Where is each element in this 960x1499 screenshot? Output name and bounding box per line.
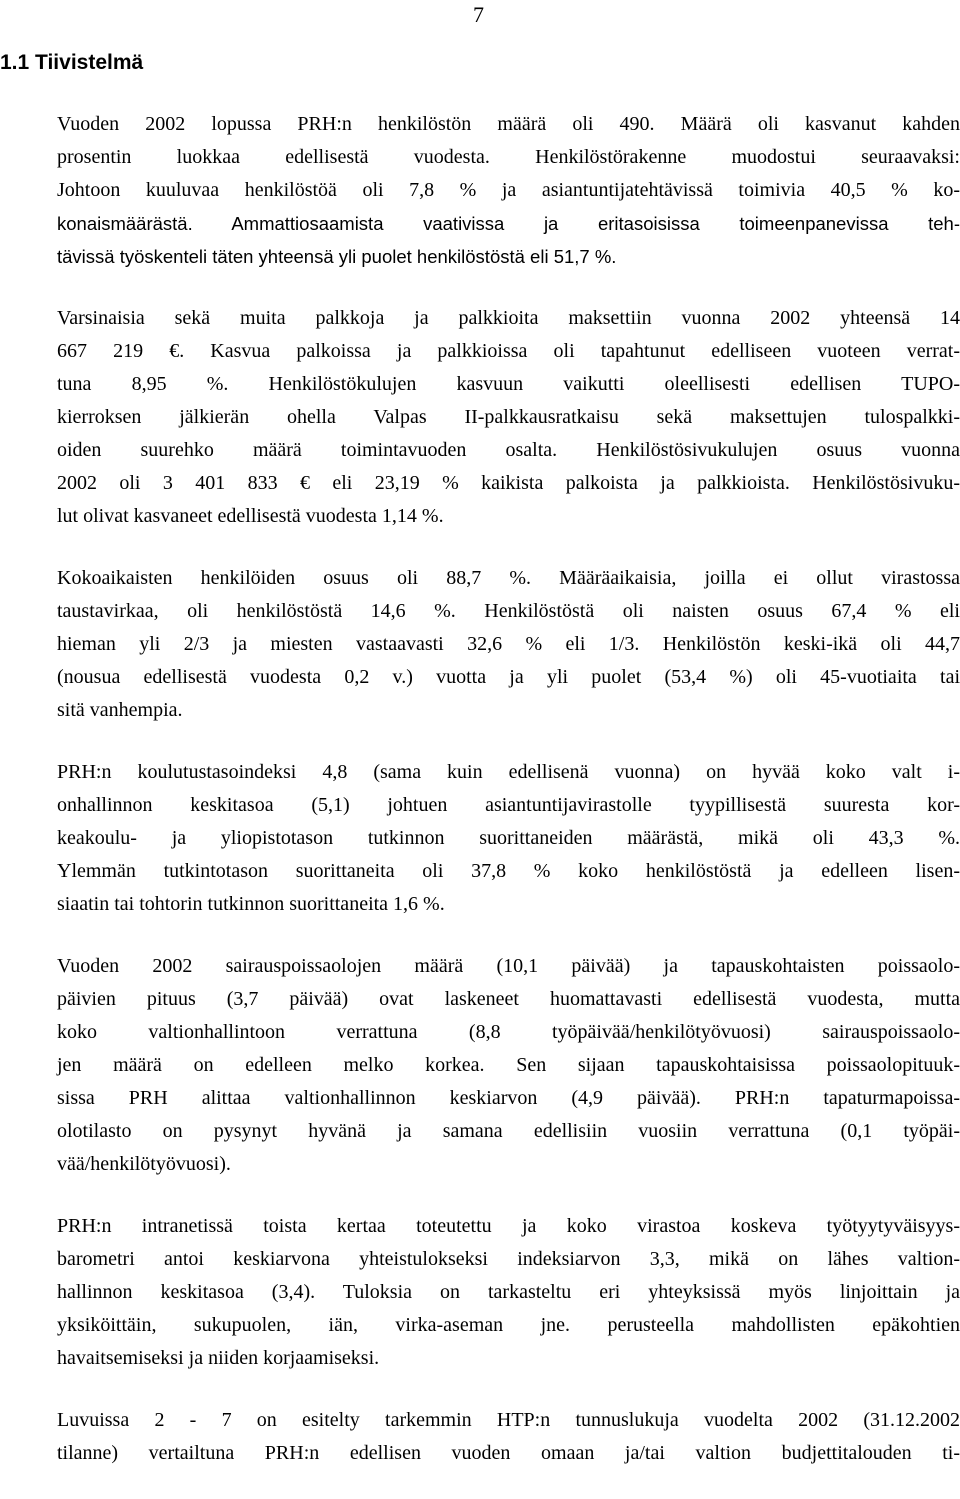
text-line: barometri antoi keskiarvona yhteistulokseksi indeksiarvon 3,3, mikä on lähes valtion- (57, 1248, 960, 1270)
text-line: sissa PRH alittaa valtionhallinnon keskiarvon (4,9 päivää). PRH:n tapaturmapoissa- (57, 1087, 960, 1109)
text-line: siaatin tai tohtorin tutkinnon suorittaneita 1,6 %. (57, 893, 445, 915)
text-line: Ylemmän tutkintotason suorittaneita oli 37,8 % koko henkilöstöstä ja edelleen lisen- (57, 860, 960, 882)
paragraph-employment-type (57, 562, 960, 727)
text-line: prosentin luokkaa edellisestä vuodesta. Henkilöstörakenne muodostui seuraavaksi: (57, 146, 960, 168)
document-body (57, 108, 960, 1499)
text-line: 667 219 €. Kasvua palkoissa ja palkkioissa oli tapahtunut edelliseen vuoteen verrat- (57, 340, 960, 362)
text-line: yksiköittäin, sukupuolen, iän, virka-aseman jne. perusteella mahdollisten epäkohtien (57, 1314, 960, 1336)
paragraph-education-index (57, 756, 960, 921)
section-heading: 1.1 Tiivistelmä (0, 51, 144, 74)
text-line: hallinnon keskitasoa (3,4). Tuloksia on tarkasteltu eri yhteyksissä myös linjoittain ja (57, 1281, 960, 1303)
paragraph-chapters-overview (57, 1404, 960, 1470)
text-line: Johtoon kuuluvaa henkilöstöä oli 7,8 % ja asiantuntijatehtävissä toimivia 40,5 % ko- (57, 179, 960, 201)
text-line: jen määrä on edelleen melko korkea. Sen sijaan tapauskohtaisissa poissaolopituuk- (57, 1054, 960, 1076)
text-line: koko valtionhallintoon verrattuna (8,8 työpäivää/henkilötyövuosi) sairauspoissaolo- (57, 1021, 960, 1043)
text-line: kierroksen jälkierän ohella Valpas II-palkkausratkaisu sekä maksettujen tulospalkki- (57, 406, 960, 428)
paragraph-staff-count (57, 108, 960, 273)
text-line: sitä vanhempia. (57, 699, 183, 721)
text-line: keakoulu- ja yliopistotason tutkinnon suorittaneiden määrästä, mikä oli 43,3 %. (57, 827, 960, 849)
text-line: Kokoaikaisten henkilöiden osuus oli 88,7 %. Määräaikaisia, joilla ei ollut virastossa (57, 567, 960, 589)
text-line: tilanne) vertailtuna PRH:n edellisen vuoden omaan ja/tai valtion budjettitalouden ti- (57, 1442, 960, 1464)
text-line: olotilasto on pysynyt hyvänä ja samana edellisiin vuosiin verrattuna (0,1 työpäi- (57, 1120, 960, 1142)
paragraph-sick-leave (57, 950, 960, 1181)
text-line: havaitsemiseksi ja niiden korjaamiseksi. (57, 1347, 380, 1369)
paragraph-job-satisfaction (57, 1210, 960, 1375)
text-line: Vuoden 2002 lopussa PRH:n henkilöstön määrä oli 490. Määrä oli kasvanut kahden (57, 113, 960, 135)
text-line: Luvuissa 2 - 7 on esitelty tarkemmin HTP:n tunnuslukuja vuodelta 2002 (31.12.2002 (57, 1409, 960, 1431)
text-line: onhallinnon keskitasoa (5,1) johtuen asiantuntijavirastolle tyypillisestä suuresta kor- (57, 794, 960, 816)
text-line: PRH:n intranetissä toista kertaa toteutettu ja koko virastoa koskeva työtyytyväisyys- (57, 1215, 960, 1237)
text-line: tuna 8,95 %. Henkilöstökulujen kasvuun vaikutti oleellisesti edellisen TUPO- (57, 373, 960, 395)
text-line: PRH:n koulutustasoindeksi 4,8 (sama kuin edellisenä vuonna) on hyvää koko valt i- (57, 761, 960, 783)
text-line: Varsinaisia sekä muita palkkoja ja palkkioita maksettiin vuonna 2002 yhteensä 14 (57, 307, 960, 329)
text-line: päivien pituus (3,7 päivää) ovat laskeneet huomattavasti edellisestä vuodesta, mutta (57, 988, 960, 1010)
text-line: 2002 oli 3 401 833 € eli 23,19 % kaikista palkoista ja palkkioista. Henkilöstösivuku- (57, 472, 960, 494)
text-line: oiden suurehko määrä toimintavuoden osalta. Henkilöstösivukulujen osuus vuonna (57, 439, 960, 461)
text-line: taustavirkaa, oli henkilöstöstä 14,6 %. Henkilöstöstä oli naisten osuus 67,4 % eli (57, 600, 960, 622)
paragraph-salaries (57, 302, 960, 533)
text-line: vää/henkilötyövuosi). (57, 1153, 231, 1175)
text-line: tävissä työskenteli täten yhteensä yli puolet henkilöstöstä eli 51,7 %. (57, 246, 617, 267)
text-line: konaismäärästä. Ammattiosaamista vaativissa ja eritasoisissa toimeenpanevissa teh- (57, 213, 960, 234)
text-line: Vuoden 2002 sairauspoissaolojen määrä (10,1 päivää) ja tapauskohtaisten poissaolo- (57, 955, 960, 977)
text-line: (nousua edellisestä vuodesta 0,2 v.) vuotta ja yli puolet (53,4 %) oli 45-vuotiaita tai (57, 666, 960, 688)
text-line: hieman yli 2/3 ja miesten vastaavasti 32,6 % eli 1/3. Henkilöstön keski-ikä oli 44,7 (57, 633, 960, 655)
page-number: 7 (473, 2, 484, 27)
text-line: lut olivat kasvaneet edellisestä vuodesta 1,14 %. (57, 505, 444, 527)
